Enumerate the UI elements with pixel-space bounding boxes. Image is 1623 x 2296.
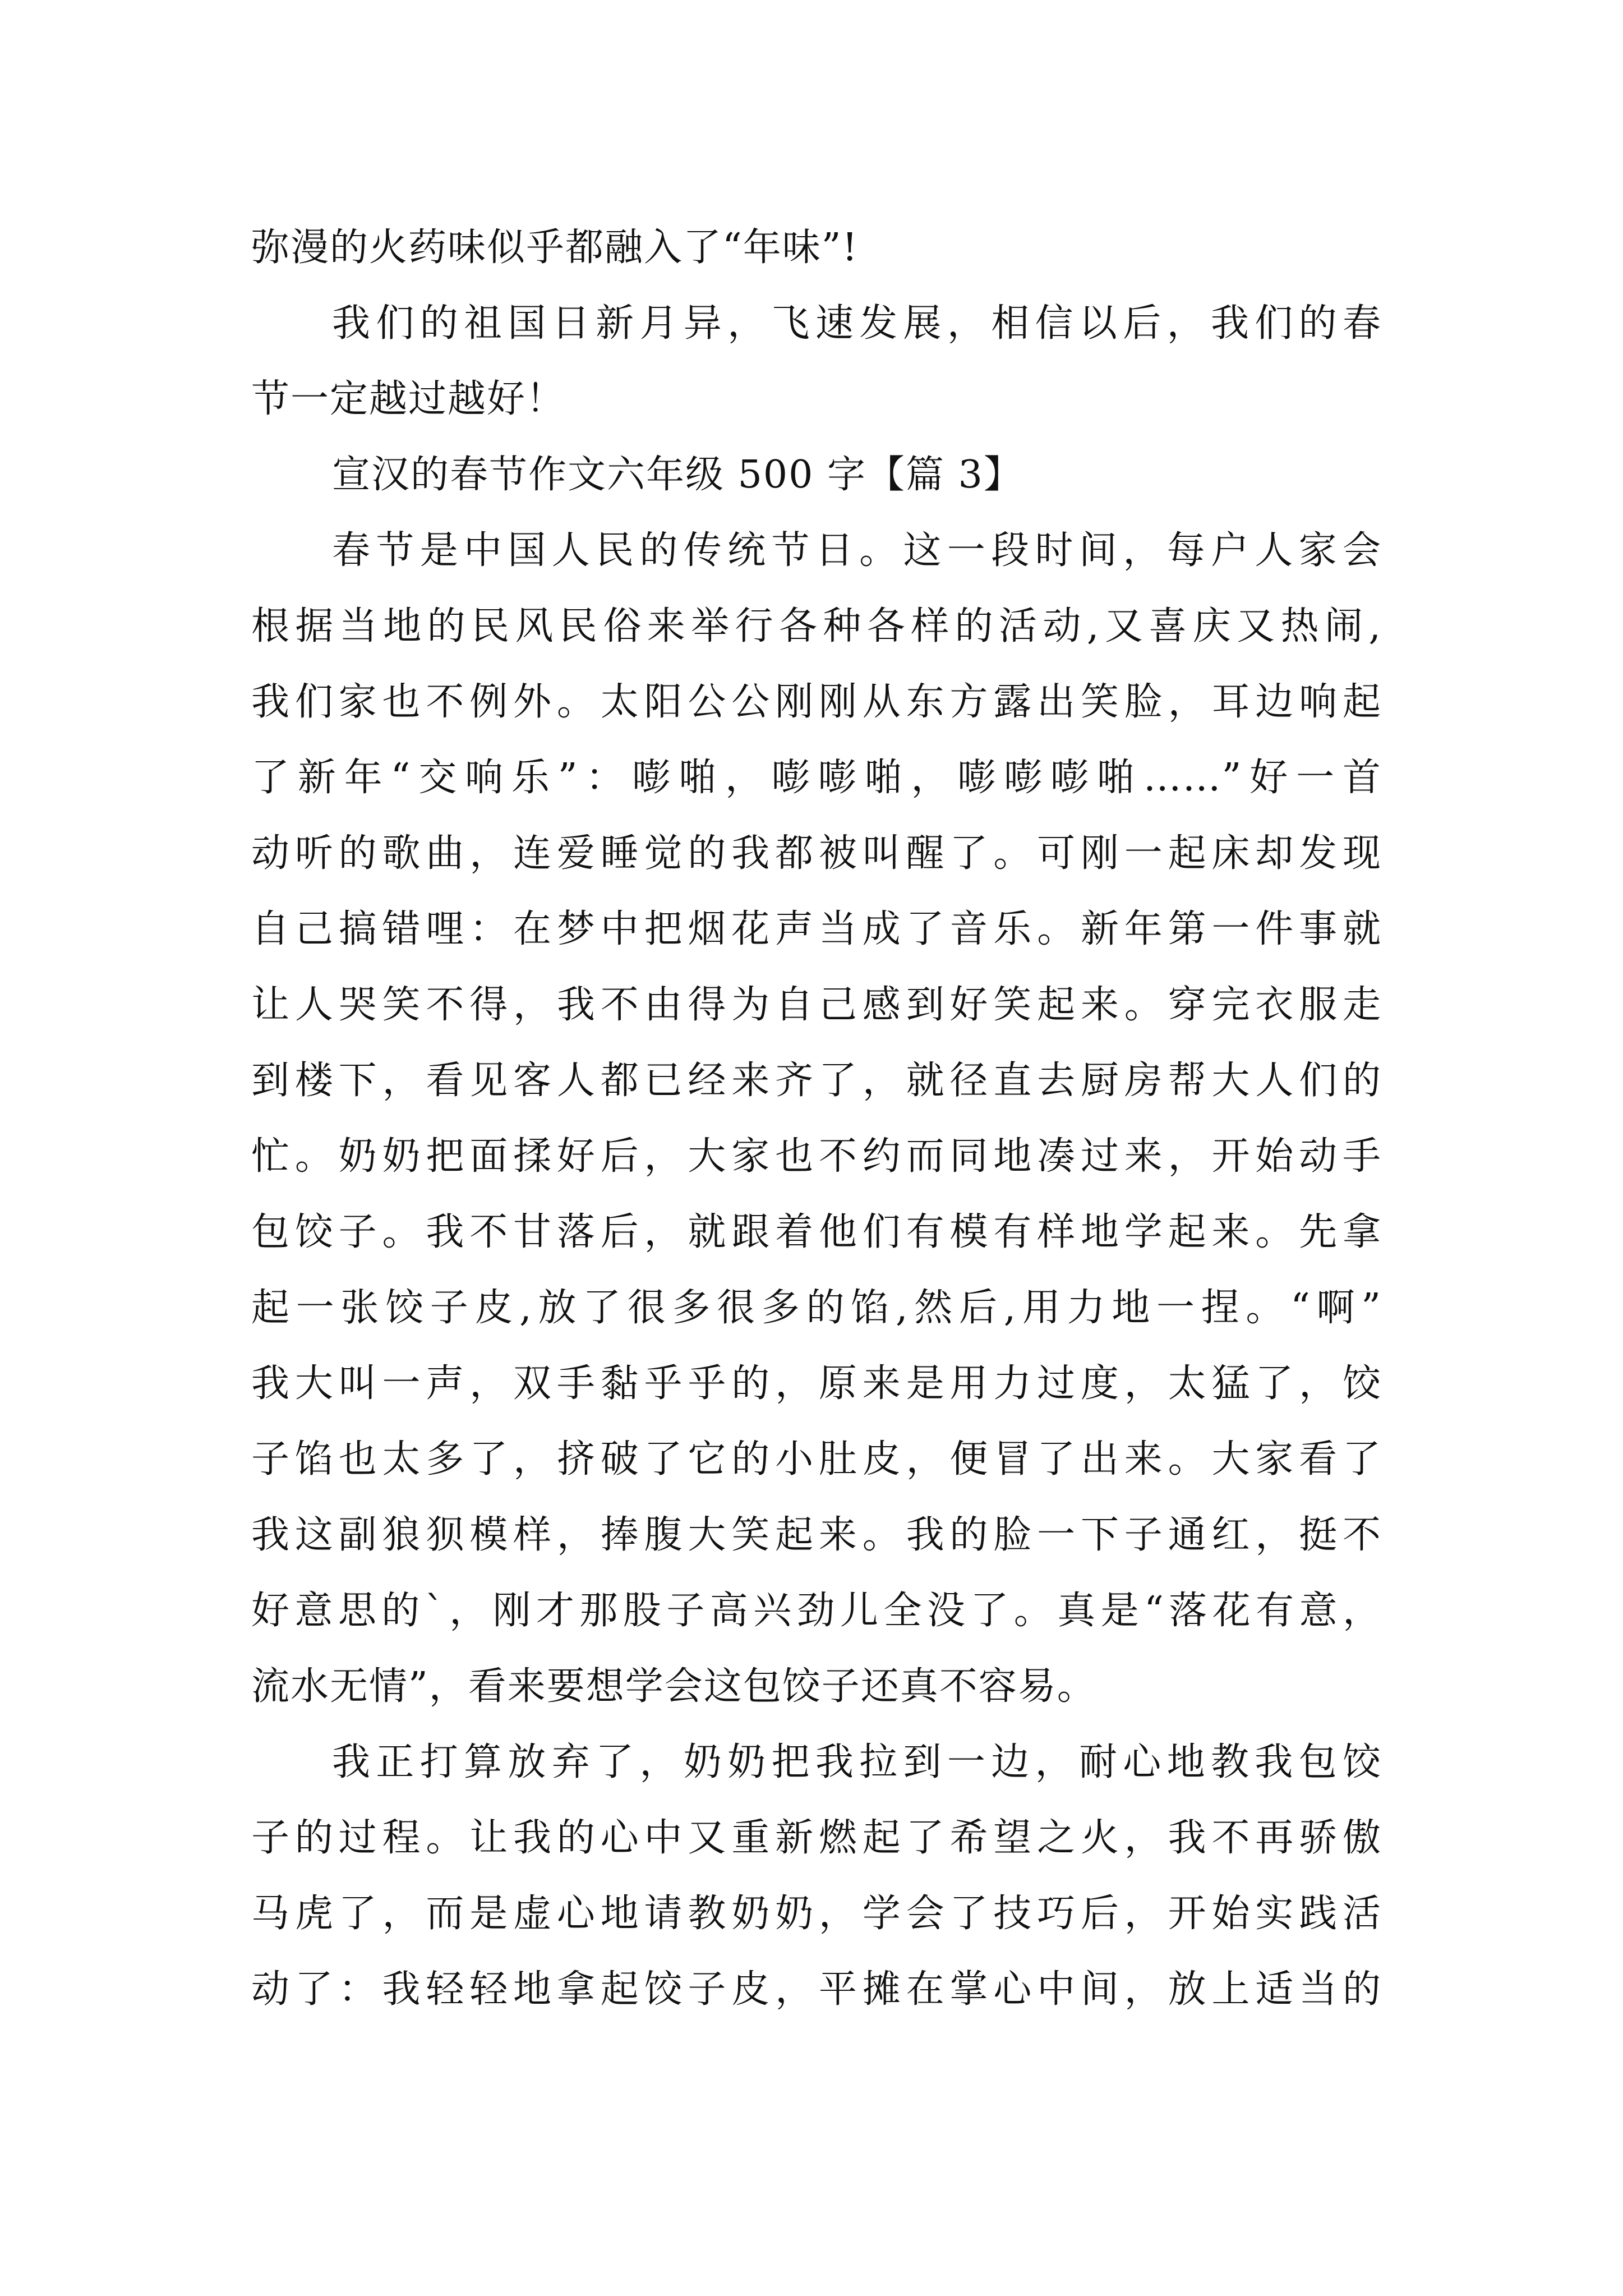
text-line: 我这副狼狈模样，捧腹大笑起来。我的脸一下子通红，挺不 <box>251 1513 1382 1557</box>
text-line: 忙。奶奶把面揉好后，大家也不约而同地凑过来，开始动手 <box>251 1134 1382 1179</box>
text-line: 动了：我轻轻地拿起饺子皮，平摊在掌心中间，放上适当的 <box>251 1967 1382 2012</box>
text-line: 我们的祖国日新月异，飞速发展，相信以后，我们的春 <box>332 301 1382 346</box>
text-line: 让人哭笑不得，我不由得为自己感到好笑起来。穿完衣服走 <box>251 983 1382 1027</box>
text-line: 了新年“交响乐”：嘭啪，嘭嘭啪，嘭嘭嘭啪……”好一首 <box>251 756 1382 800</box>
text-line: 动听的歌曲，连爱睡觉的我都被叫醒了。可刚一起床却发现 <box>251 831 1382 876</box>
text-line: 流水无情”，看来要想学会这包饺子还真不容易。 <box>251 1664 1096 1709</box>
text-line: 包饺子。我不甘落后，就跟着他们有模有样地学起来。先拿 <box>251 1210 1382 1254</box>
text-line: 我大叫一声，双手黏乎乎的，原来是用力过度，太猛了，饺 <box>251 1361 1382 1406</box>
text-line: 宣汉的春节作文六年级 500 字【篇 3】 <box>332 453 1023 497</box>
text-line: 弥漫的火药味似乎都融入了“年味”! <box>251 226 859 270</box>
text-line: 马虎了，而是虚心地请教奶奶，学会了技巧后，开始实践活 <box>251 1892 1382 1936</box>
body-text <box>251 210 1382 2027</box>
text-line: 根据当地的民风民俗来举行各种各样的活动,又喜庆又热闹, <box>251 604 1382 648</box>
text-line: 子馅也太多了，挤破了它的小肚皮，便冒了出来。大家看了 <box>251 1437 1382 1481</box>
text-line: 到楼下，看见客人都已经来齐了，就径直去厨房帮大人们的 <box>251 1059 1382 1103</box>
text-line: 自己搞错哩：在梦中把烟花声当成了音乐。新年第一件事就 <box>251 907 1382 951</box>
text-line: 子的过程。让我的心中又重新燃起了希望之火，我不再骄傲 <box>251 1816 1382 1860</box>
text-line: 春节是中国人民的传统节日。这一段时间，每户人家会 <box>332 528 1382 573</box>
text-line: 我们家也不例外。太阳公公刚刚从东方露出笑脸，耳边响起 <box>251 680 1382 724</box>
text-line: 我正打算放弃了，奶奶把我拉到一边，耐心地教我包饺 <box>332 1740 1382 1784</box>
text-line: 节一定越过越好！ <box>251 377 566 421</box>
text-line: 起一张饺子皮,放了很多很多的馅,然后,用力地一捏。“啊” <box>251 1286 1382 1330</box>
text-line: 好意思的`，刚才那股子高兴劲儿全没了。真是“落花有意， <box>251 1589 1382 1633</box>
